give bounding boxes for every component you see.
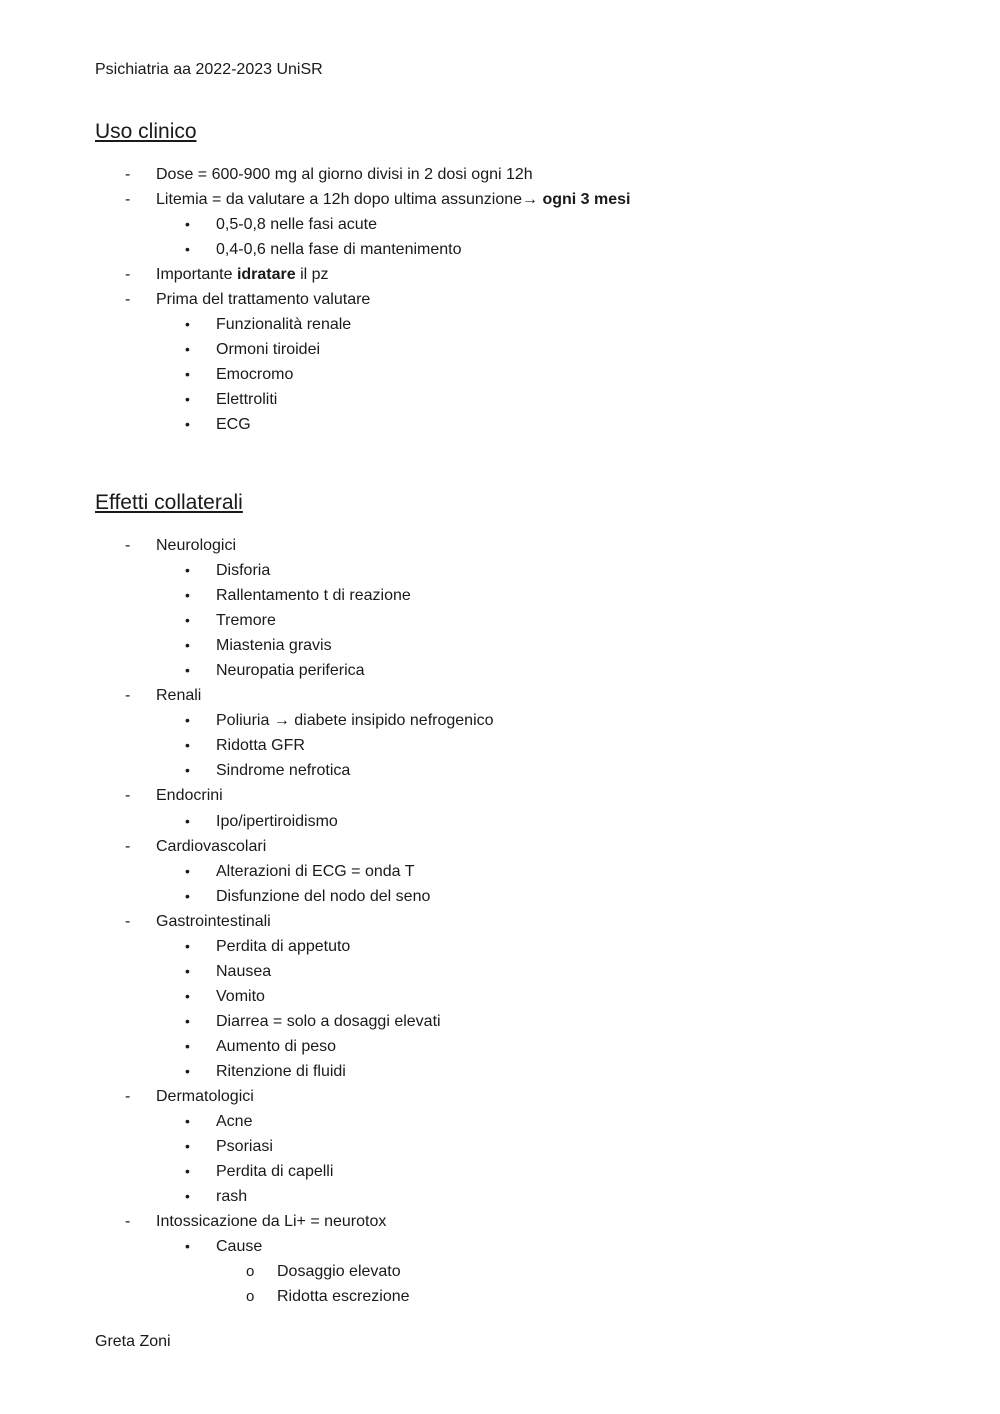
effect-item: Sindrome nefrotica — [216, 762, 351, 780]
dash-marker: - — [125, 537, 131, 554]
bullet-marker: • — [185, 1012, 190, 1029]
dash-marker: - — [125, 266, 131, 284]
list-item — [0, 660, 1000, 685]
effetti-collaterali-list — [0, 535, 1000, 1311]
category-gastrointestinali: Gastrointestinali — [156, 912, 271, 930]
effect-item: Rallentamento t di reazione — [216, 587, 411, 605]
effect-item: Vomito — [216, 987, 265, 1005]
dash-marker: - — [125, 837, 131, 855]
dash-marker: - — [125, 787, 131, 805]
list-item — [0, 710, 1000, 735]
category-cardiovascolari: Cardiovascolari — [156, 837, 267, 855]
litemia-label: Litemia = da valutare a 12h dopo ultima assunzione — [156, 191, 523, 209]
bullet-marker: • — [185, 962, 190, 979]
uso-clinico-list — [0, 164, 1000, 440]
effect-item: Nausea — [216, 962, 272, 980]
list-item — [0, 936, 1000, 961]
category-dermatologici: Dermatologici — [156, 1088, 254, 1106]
effect-item: Acne — [216, 1113, 253, 1131]
idratare-bold: idratare — [236, 266, 296, 284]
list-item — [0, 189, 1000, 214]
litemia-maintenance-text: 0,4-0,6 nella fase di mantenimento — [216, 241, 462, 259]
effect-item: Disforia — [216, 562, 271, 580]
poliuria-consequence: diabete insipido nefrogenico — [289, 712, 494, 730]
page-header: Psichiatria aa 2022-2023 UniSR — [95, 61, 323, 78]
effect-item: Ritenzione di fluidi — [216, 1062, 346, 1080]
bullet-marker: • — [185, 812, 190, 829]
bullet-marker: • — [185, 1163, 190, 1180]
effect-item: Miastenia gravis — [216, 637, 332, 655]
bullet-marker: • — [185, 587, 190, 604]
bullet-marker: • — [185, 662, 190, 679]
bullet-marker: • — [185, 937, 190, 954]
prima-item: Funzionalità renale — [216, 316, 352, 334]
list-item — [0, 1036, 1000, 1061]
poliuria-text — [216, 710, 494, 731]
effect-item: Disfunzione del nodo del seno — [216, 887, 431, 905]
list-item — [0, 610, 1000, 635]
cause-item: Ridotta escrezione — [277, 1288, 410, 1306]
bullet-marker: • — [185, 887, 190, 904]
bullet-marker: • — [185, 712, 190, 729]
poliuria-label: Poliuria — [216, 712, 274, 730]
bullet-marker: • — [185, 612, 190, 629]
list-item — [0, 1236, 1000, 1261]
bullet-marker: • — [185, 762, 190, 779]
circle-marker: o — [246, 1263, 255, 1281]
prima-text: Prima del trattamento valutare — [156, 291, 371, 309]
list-item — [0, 861, 1000, 886]
list-item — [0, 314, 1000, 339]
cause-item: Dosaggio elevato — [277, 1263, 401, 1281]
list-item — [0, 986, 1000, 1011]
list-item — [0, 635, 1000, 660]
list-item — [0, 685, 1000, 710]
dash-marker: - — [125, 912, 131, 930]
list-item — [0, 1161, 1000, 1186]
list-item — [0, 886, 1000, 911]
list-item — [0, 785, 1000, 810]
list-item — [0, 1211, 1000, 1236]
list-item — [0, 911, 1000, 936]
bullet-marker: • — [185, 391, 190, 408]
dash-marker: - — [125, 291, 131, 309]
bullet-marker: • — [185, 1113, 190, 1130]
effect-item: Perdita di appetuto — [216, 937, 351, 955]
section-title-uso-clinico: Uso clinico — [95, 120, 197, 143]
bullet-marker: • — [185, 316, 190, 333]
list-item — [0, 1286, 1000, 1311]
bullet-marker: • — [185, 1238, 190, 1255]
bullet-marker: • — [185, 862, 190, 879]
dash-marker: - — [125, 687, 131, 705]
effect-item: Neuropatia periferica — [216, 662, 365, 680]
prima-item: ECG — [216, 416, 251, 434]
idratare-prefix: Importante — [156, 266, 237, 284]
bullet-marker: • — [185, 366, 190, 383]
list-item — [0, 1136, 1000, 1161]
arrow-icon: → — [273, 712, 290, 730]
prima-item: Emocromo — [216, 366, 294, 384]
litemia-text — [156, 189, 630, 210]
list-item — [0, 836, 1000, 861]
effect-item: Tremore — [216, 612, 276, 630]
section-title-effetti-collaterali: Effetti collaterali — [95, 491, 243, 514]
list-item — [0, 214, 1000, 239]
list-item — [0, 735, 1000, 760]
page-footer: Greta Zoni — [95, 1333, 171, 1350]
list-item — [0, 1261, 1000, 1286]
circle-marker: o — [246, 1288, 255, 1306]
bullet-marker: • — [185, 216, 190, 233]
list-item — [0, 239, 1000, 264]
dash-marker: - — [125, 166, 131, 183]
list-item — [0, 364, 1000, 389]
idratare-text — [156, 264, 329, 285]
list-item — [0, 961, 1000, 986]
list-item — [0, 811, 1000, 836]
list-item — [0, 264, 1000, 289]
effect-item: Aumento di peso — [216, 1037, 337, 1055]
bullet-marker: • — [185, 737, 190, 754]
list-item — [0, 414, 1000, 439]
dash-marker: - — [125, 1088, 131, 1106]
bullet-marker: • — [185, 1037, 190, 1054]
idratare-suffix: il pz — [295, 266, 329, 284]
litemia-frequency: ogni 3 mesi — [538, 191, 631, 209]
category-renali: Renali — [156, 687, 202, 705]
list-item — [0, 1061, 1000, 1086]
effect-item: Psoriasi — [216, 1138, 273, 1156]
dash-marker: - — [125, 1213, 131, 1231]
list-item — [0, 760, 1000, 785]
effect-item: Ridotta GFR — [216, 737, 305, 755]
dash-marker: - — [125, 191, 131, 209]
arrow-icon: → — [522, 191, 539, 209]
bullet-marker: • — [185, 562, 190, 579]
list-item — [0, 535, 1000, 560]
effect-item: Diarrea = solo a dosaggi elevati — [216, 1012, 441, 1030]
dose-text: Dose = 600-900 mg al giorno divisi in 2 dosi ogni 12h — [156, 166, 533, 183]
list-item — [0, 1011, 1000, 1036]
effect-item: Perdita di capelli — [216, 1163, 334, 1181]
litemia-acute-text: 0,5-0,8 nelle fasi acute — [216, 216, 377, 234]
effect-item: Alterazioni di ECG = onda T — [216, 862, 415, 880]
list-item — [0, 585, 1000, 610]
list-item — [0, 164, 1000, 189]
bullet-marker: • — [185, 1138, 190, 1155]
effect-item: rash — [216, 1188, 248, 1206]
list-item — [0, 389, 1000, 414]
list-item — [0, 1186, 1000, 1211]
list-item — [0, 1086, 1000, 1111]
bullet-marker: • — [185, 1062, 190, 1079]
list-item — [0, 1111, 1000, 1136]
bullet-marker: • — [185, 987, 190, 1004]
category-endocrini: Endocrini — [156, 787, 223, 805]
category-intossicazione: Intossicazione da Li+ = neurotox — [156, 1213, 387, 1231]
effect-item: Ipo/ipertiroidismo — [216, 812, 338, 830]
cause-label: Cause — [216, 1238, 263, 1256]
list-item — [0, 339, 1000, 364]
prima-item: Ormoni tiroidei — [216, 341, 321, 359]
list-item — [0, 289, 1000, 314]
bullet-marker: • — [185, 1188, 190, 1205]
prima-item: Elettroliti — [216, 391, 278, 409]
list-item — [0, 560, 1000, 585]
category-neurologici: Neurologici — [156, 537, 237, 554]
bullet-marker: • — [185, 416, 190, 433]
bullet-marker: • — [185, 341, 190, 358]
bullet-marker: • — [185, 241, 190, 258]
bullet-marker: • — [185, 637, 190, 654]
